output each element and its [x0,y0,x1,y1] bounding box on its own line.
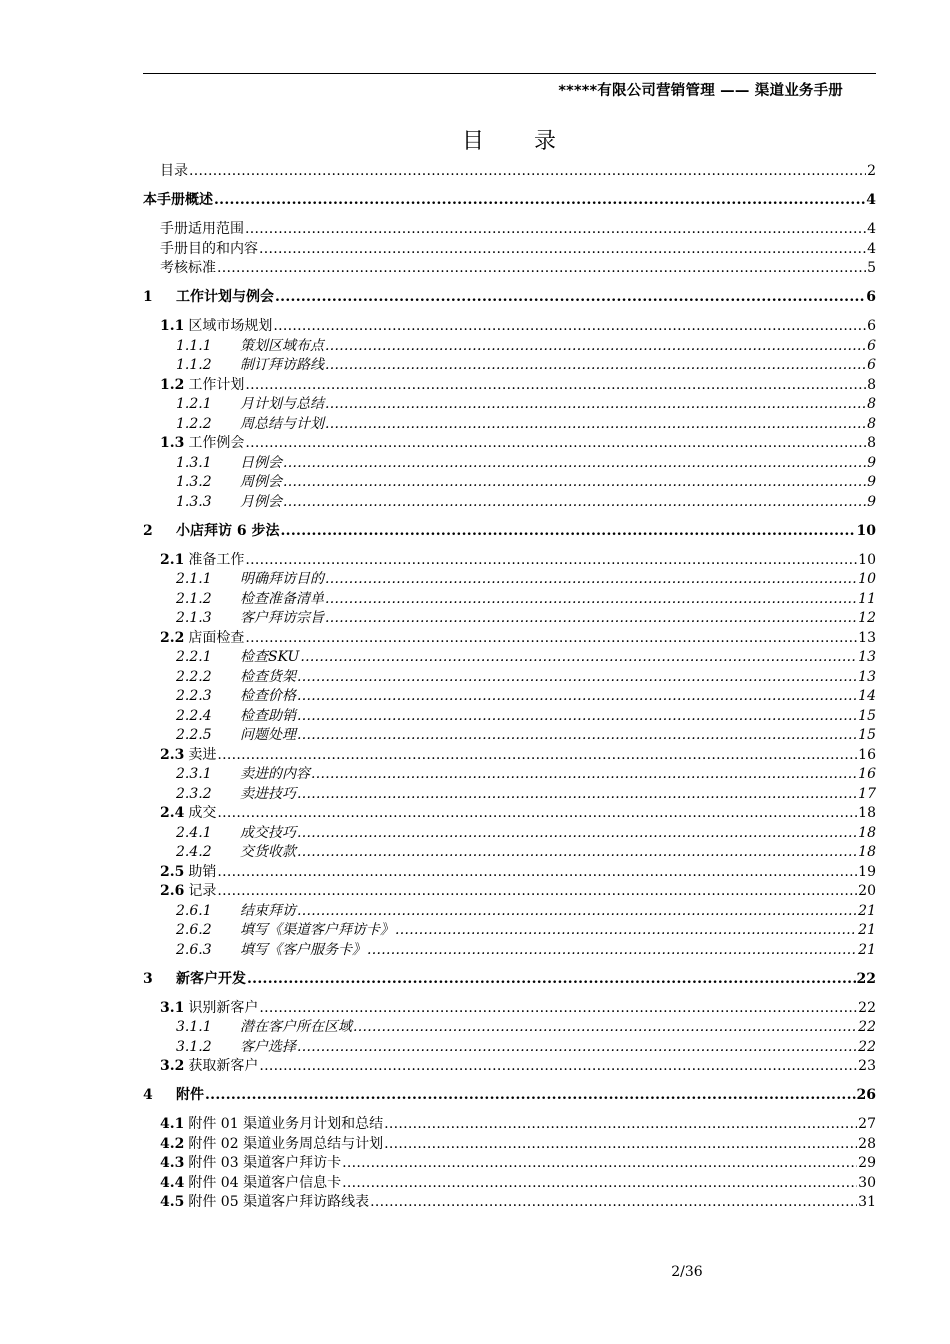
toc-entry[interactable] [143,317,876,337]
toc-entry-page: 17 [858,785,876,802]
toc-entry-page: 10 [856,522,876,539]
toc-entry-page: 11 [858,590,876,607]
toc-entry-label: 区域市场规划 [188,318,273,334]
toc-entry-label: 工作计划与例会 [176,289,274,305]
toc-entry[interactable] [143,707,876,727]
toc-entry[interactable] [143,240,876,260]
toc-entry-label: 识别新客户 [188,999,259,1016]
toc-dot-leader [325,395,866,415]
toc-entry-page: 12 [858,610,876,626]
toc-entry-label: 店面检查 [188,629,245,646]
toc-dot-leader [217,259,866,279]
toc-entry[interactable] [143,804,876,824]
toc-entry-label: 工作例会 [188,435,245,451]
running-header: *****有限公司营销管理 —— 渠道业务手册 [558,83,843,99]
toc-entry-number: 2.2 [160,629,185,646]
toc-dot-leader [217,863,857,883]
toc-entry-number: 3 [143,970,153,987]
toc-entry[interactable] [143,1193,876,1213]
toc-entry[interactable] [143,337,876,357]
toc-entry[interactable] [143,473,876,493]
toc-entry-page: 16 [858,746,876,763]
toc-entry-number: 4.5 [160,1194,185,1210]
toc-entry-number: 2.2.2 [176,668,212,685]
toc-dot-leader [325,356,866,376]
toc-entry-label: 获取新客户 [188,1058,259,1074]
toc-dot-leader [245,376,866,396]
toc-entry[interactable] [143,921,876,941]
toc-entry-number: 3.1.1 [176,1019,212,1035]
toc-entry[interactable] [143,220,876,240]
toc-dot-leader [367,941,857,961]
toc-entry-label: 记录 [188,883,217,899]
toc-dot-leader [370,1193,857,1213]
toc-entry[interactable] [143,687,876,707]
toc-entry-label: 助销 [188,863,217,880]
toc-dot-leader [217,746,857,766]
toc-entry-page: 15 [858,707,876,724]
toc-entry[interactable] [143,999,876,1019]
toc-entry-label: 明确拜访目的 [240,571,324,587]
toc-entry-label: 附件 02 渠道业务周总结与计划 [188,1135,384,1152]
toc-entry-number: 1.1.2 [176,357,212,373]
toc-entry-number: 4.1 [160,1116,185,1132]
toc-entry-number: 4.4 [160,1174,185,1191]
toc-entry-page: 9 [867,493,876,510]
toc-entry[interactable] [143,454,876,474]
toc-dot-leader [325,590,857,610]
toc-entry-number: 1.1.1 [176,337,212,354]
toc-dot-leader [297,668,857,688]
toc-entry-label: 小店拜访 6 步法 [176,522,280,539]
toc-entry-page: 4 [867,221,876,237]
toc-dot-leader [283,493,866,513]
toc-entry[interactable] [143,941,876,961]
toc-entry[interactable] [143,1038,876,1058]
toc-entry[interactable] [143,970,876,990]
toc-entry[interactable] [143,522,876,542]
toc-entry-number: 1.2.1 [176,396,212,412]
toc-entry[interactable] [143,902,876,922]
toc-entry[interactable] [143,376,876,396]
toc-entry[interactable] [143,785,876,805]
toc-entry-number: 2.2.5 [176,727,212,743]
toc-entry-label: 检查价格 [240,688,296,704]
toc-dot-leader [283,454,866,474]
toc-dot-leader [353,1018,857,1038]
toc-dot-leader [325,570,857,590]
toc-dot-leader [281,522,856,542]
toc-dot-leader [214,191,865,211]
toc-entry-label: 附件 04 渠道客户信息卡 [188,1174,342,1191]
toc-entry-page: 21 [858,941,876,958]
toc-entry-label: 检查SKU [240,649,300,665]
toc-dot-leader [297,902,857,922]
toc-entry-label: 附件 [176,1087,204,1103]
toc-entry-label: 客户拜访宗旨 [240,610,324,626]
toc-entry-label: 交货收款 [240,844,296,860]
toc-dot-leader [297,785,857,805]
toc-dot-leader [395,921,857,941]
toc-entry-page: 9 [867,474,876,490]
toc-entry[interactable] [143,415,876,435]
toc-entry-label: 潜在客户所在区域 [240,1019,352,1035]
toc-entry[interactable] [143,648,876,668]
toc-entry[interactable] [143,288,876,308]
toc-dot-leader [283,473,866,493]
toc-entry-number: 1.3.2 [176,474,212,490]
toc-entry-number: 2 [143,522,153,539]
toc-entry-number: 2.3 [160,746,185,763]
toc-dot-leader [297,707,857,727]
toc-dot-leader [297,726,857,746]
toc-entry[interactable] [143,570,876,590]
toc-entry[interactable] [143,356,876,376]
toc-entry-page: 14 [858,688,876,704]
toc-entry-label: 检查助销 [240,707,296,724]
toc-entry-label: 新客户开发 [176,970,246,987]
toc-entry-page: 15 [858,727,876,743]
toc-dot-leader [311,765,857,785]
toc-entry-label: 周例会 [240,474,282,490]
toc-entry[interactable] [143,1057,876,1077]
toc-entry-number: 1 [143,289,153,305]
toc-dot-leader [384,1115,857,1135]
toc-entry-label: 问题处理 [240,727,296,743]
toc-entry-label: 卖进技巧 [240,785,296,802]
toc-entry-number: 4.3 [160,1155,185,1171]
toc-entry-page: 6 [866,289,876,305]
toc-entry-number: 2.4.2 [176,844,212,860]
toc-entry-page: 28 [858,1135,876,1152]
toc-dot-leader [384,1135,857,1155]
toc-entry-number: 2.1.2 [176,590,212,607]
toc-entry[interactable] [143,395,876,415]
toc-entry-number: 2.3.1 [176,766,212,782]
toc-entry-label: 手册适用范围 [160,221,244,237]
toc-entry-page: 8 [867,396,876,412]
toc-entry[interactable] [143,746,876,766]
toc-entry-label: 填写《渠道客户拜访卡》 [240,922,394,938]
toc-entry-label: 目录 [160,163,188,179]
toc-entry-label: 附件 05 渠道客户拜访路线表 [188,1194,370,1210]
toc-entry-label: 成交 [188,805,217,821]
toc-dot-leader [275,288,865,308]
toc-entry-page: 18 [858,805,876,821]
toc-entry-number: 2.6.3 [176,941,212,958]
toc-entry[interactable] [143,1115,876,1135]
toc-entry-page: 13 [858,668,876,685]
toc-entry-label: 卖进 [188,746,217,763]
toc-entry[interactable] [143,765,876,785]
toc-entry[interactable] [143,824,876,844]
toc-dot-leader [325,415,866,435]
toc-entry-number: 1.3.1 [176,454,212,471]
toc-entry-label: 结束拜访 [240,902,296,919]
toc-dot-leader [297,687,857,707]
toc-entry-label: 卖进的内容 [240,766,310,782]
toc-entry-number: 2.2.4 [176,707,212,724]
table-of-contents [143,162,876,1213]
toc-dot-leader [325,609,857,629]
header-rule [143,73,876,74]
toc-dot-leader [297,843,857,863]
toc-entry[interactable] [143,609,876,629]
toc-dot-leader [245,551,857,571]
toc-entry[interactable] [143,191,876,211]
toc-entry[interactable] [143,863,876,883]
toc-dot-leader [245,220,866,240]
toc-entry-page: 29 [858,1155,876,1171]
toc-entry-number: 4.2 [160,1135,185,1152]
toc-entry-page: 4 [867,240,876,257]
toc-entry-page: 18 [858,844,876,860]
toc-entry-number: 2.6 [160,883,185,899]
page-title [0,124,950,155]
toc-entry-label: 检查准备清单 [240,590,324,607]
toc-entry[interactable] [143,1154,876,1174]
toc-entry-label: 月例会 [240,493,282,510]
toc-entry-number: 4 [143,1087,153,1103]
toc-entry-page: 21 [858,902,876,919]
toc-entry-page: 2 [867,163,876,179]
toc-entry-page: 22 [858,1038,876,1055]
toc-entry-page: 8 [867,415,876,432]
toc-entry-page: 30 [858,1174,876,1191]
toc-entry-number: 2.3.2 [176,785,212,802]
toc-entry-number: 2.4 [160,805,185,821]
toc-entry-page: 10 [858,551,876,568]
toc-entry[interactable] [143,434,876,454]
toc-dot-leader [300,648,857,668]
toc-entry-label: 成交技巧 [240,824,296,841]
toc-entry[interactable] [143,882,876,902]
toc-dot-leader [259,240,866,260]
toc-entry-page: 21 [858,922,876,938]
toc-dot-leader [297,824,857,844]
toc-entry-number: 1.2 [160,376,185,393]
toc-entry-label: 策划区域布点 [240,337,324,354]
toc-entry-label: 考核标准 [160,260,216,276]
toc-entry-label: 客户选择 [240,1038,296,1055]
toc-entry-label: 周总结与计划 [240,415,324,432]
toc-entry-label: 手册目的和内容 [160,240,258,257]
toc-entry-label: 日例会 [240,454,282,471]
toc-entry[interactable] [143,1135,876,1155]
toc-dot-leader [259,1057,857,1077]
toc-entry-number: 1.1 [160,318,185,334]
toc-entry-number: 2.2.1 [176,649,212,665]
toc-entry-number: 1.3 [160,435,185,451]
toc-entry[interactable] [143,1174,876,1194]
toc-entry-number: 3.1 [160,999,185,1016]
toc-entry-page: 16 [858,766,876,782]
toc-entry-page: 8 [867,376,876,393]
toc-entry[interactable] [143,668,876,688]
toc-entry-page: 5 [867,260,876,276]
toc-entry-label: 本手册概述 [143,192,213,208]
toc-entry-label: 附件 03 渠道客户拜访卡 [188,1155,342,1171]
toc-entry-number: 3.2 [160,1058,185,1074]
toc-entry-page: 13 [858,629,876,646]
toc-entry-label: 工作计划 [188,376,245,393]
toc-entry-number: 2.1.1 [176,571,212,587]
toc-entry-page: 22 [858,999,876,1016]
toc-entry-number: 1.2.2 [176,415,212,432]
toc-entry-number: 1.3.3 [176,493,212,510]
toc-entry-label: 月计划与总结 [240,396,324,412]
toc-entry-number: 2.1.3 [176,610,212,626]
toc-entry-number: 2.1 [160,551,185,568]
toc-entry-label: 检查货架 [240,668,296,685]
toc-entry-page: 9 [867,454,876,471]
toc-entry-page: 8 [867,435,876,451]
toc-entry[interactable] [143,162,876,182]
toc-entry-page: 18 [858,824,876,841]
toc-entry[interactable] [143,843,876,863]
toc-dot-leader [217,882,857,902]
toc-entry[interactable] [143,493,876,513]
toc-dot-leader [297,1038,857,1058]
toc-entry-number: 3.1.2 [176,1038,212,1055]
toc-entry-page: 22 [858,1019,876,1035]
toc-dot-leader [342,1154,857,1174]
page-title-left: 目 [461,129,486,154]
toc-dot-leader [342,1174,857,1194]
toc-entry[interactable] [143,726,876,746]
toc-entry[interactable] [143,629,876,649]
toc-entry-label: 准备工作 [188,551,245,568]
toc-entry-page: 23 [858,1058,876,1074]
toc-entry[interactable] [143,590,876,610]
toc-entry-page: 4 [866,192,876,208]
toc-dot-leader [245,434,866,454]
toc-entry-page: 20 [858,883,876,899]
toc-entry-page: 13 [858,649,876,665]
toc-dot-leader [325,337,866,357]
toc-entry-number: 2.4.1 [176,824,212,841]
toc-entry-page: 26 [856,1087,876,1103]
toc-entry-page: 6 [867,318,876,334]
toc-entry-page: 31 [858,1194,876,1210]
toc-entry[interactable] [143,551,876,571]
toc-entry-number: 2.6.1 [176,902,212,919]
toc-entry-label: 附件 01 渠道业务月计划和总结 [188,1116,384,1132]
toc-dot-leader [247,970,856,990]
toc-entry-page: 27 [858,1116,876,1132]
toc-dot-leader [245,629,857,649]
toc-dot-leader [259,999,857,1019]
toc-entry-label: 制订拜访路线 [240,357,324,373]
toc-entry-label: 填写《客户服务卡》 [240,941,366,958]
toc-entry-page: 10 [858,571,876,587]
toc-dot-leader [217,804,857,824]
page-number: 2/36 [671,1264,703,1280]
toc-entry-page: 19 [858,863,876,880]
page-title-right: 录 [534,129,559,154]
toc-entry-page: 22 [856,970,876,987]
toc-entry-number: 2.6.2 [176,922,212,938]
toc-entry[interactable] [143,1018,876,1038]
toc-dot-leader [273,317,866,337]
toc-dot-leader [205,1086,856,1106]
toc-entry-page: 6 [867,357,876,373]
toc-entry[interactable] [143,1086,876,1106]
toc-entry-page: 6 [867,337,876,354]
toc-entry[interactable] [143,259,876,279]
toc-entry-number: 2.2.3 [176,688,212,704]
toc-dot-leader [189,162,866,182]
toc-entry-number: 2.5 [160,863,185,880]
